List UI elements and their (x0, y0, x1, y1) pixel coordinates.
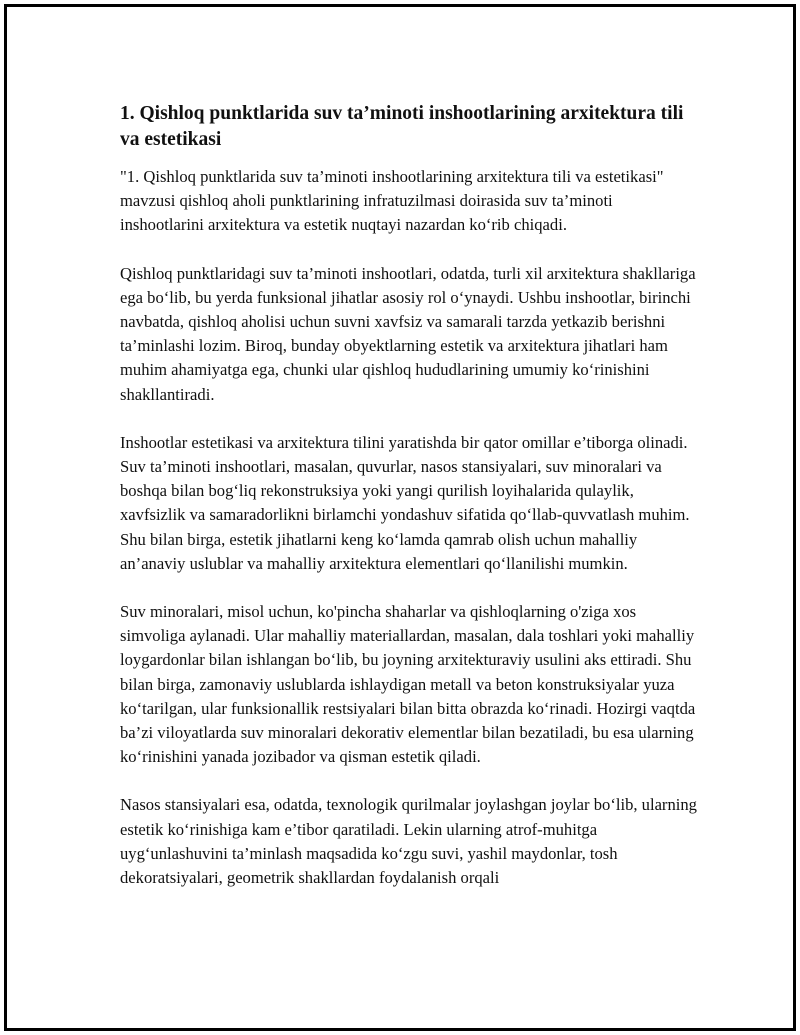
paragraph-intro: "1. Qishloq punktlarida suv ta’minoti inshootlarining arxitektura tili va estetikasi" mavzusi qishloq aholi punktlarining infratuzilmasi doirasida suv ta’minoti inshootlarini arxitektura va estetik nuqtayi nazardan ko‘rib chiqadi. (120, 167, 664, 235)
section-heading: 1. Qishloq punktlarida suv ta’minoti inshootlarining arxitektura tili va estetikasi (120, 103, 684, 150)
paragraph-pump-stations: Nasos stansiyalari esa, odatda, texnologik qurilmalar joylashgan joylar bo‘lib, ularning estetik ko‘rinishiga kam e’tibor qaratiladi. Lekin ularning atrof-muhitga uyg‘unlashuvini ta’minlash maqsadida ko‘zgu suvi, yashil maydonlar, tosh dekoratsiyalari, geometrik shakllardan foydalanish orqali (120, 795, 697, 888)
paragraph-functional-aspects: Qishloq punktlaridagi suv ta’minoti inshootlari, odatda, turli xil arxitektura shakllariga ega bo‘lib, bu yerda funksional jihatlar asosiy rol o‘ynaydi. Ushbu inshootlar, birinchi navbatda, qishloq aholisi uchun suvni xavfsiz va samarali tarzda yetkazib berishni ta’minlashi lozim. Biroq, bunday obyektlarning estetik va arxitektura jihatlari ham muhim ahamiyatga ega, chunki ular qishloq hududlarining umumiy ko‘rinishini shakllantiradi. (120, 263, 696, 404)
paragraph-water-towers: Suv minoralari, misol uchun, ko'pincha shaharlar va qishloqlarning o'ziga xos simvoliga aylanadi. Ular mahalliy materiallardan, masalan, dala toshlari yoki mahalliy loygardonlar bilan ishlangan bo‘lib, bu joyning arxitekturaviy usulini aks ettiradi. Shu bilan birga, zamonaviy uslublarda ishlaydigan metall va beton konstruksiyalar yuza ko‘tarilgan, ular funksionallik restsiyalari bilan bitta obrazda ko‘rinadi. Hozirgi vaqtda ba’zi viloyatlarda suv minoralari dekorativ elementlar bilan bezatiladi, bu esa ularning ko‘rinishini yanada jozibador va qisman estetik qiladi. (120, 602, 696, 767)
document-body (120, 101, 700, 914)
paragraph-aesthetic-factors: Inshootlar estetikasi va arxitektura tilini yaratishda bir qator omillar e’tiborga olinadi. Suv ta’minoti inshootlari, masalan, quvurlar, nasos stansiyalari, suv minoralari va boshqa bilan bog‘liq rekonstruksiya yoki yangi qurilish loyihalarida qulaylik, xavfsizlik va samaradorlikni birlamchi yondashuv sifatida qo‘llab-quvvatlash muhim. Shu bilan birga, estetik jihatlarni keng ko‘lamda qamrab olish uchun mahalliy an’anaviy uslublar va mahalliy arxitektura elementlari qo‘llanilishi mumkin. (120, 432, 690, 573)
document-page (4, 4, 796, 1031)
